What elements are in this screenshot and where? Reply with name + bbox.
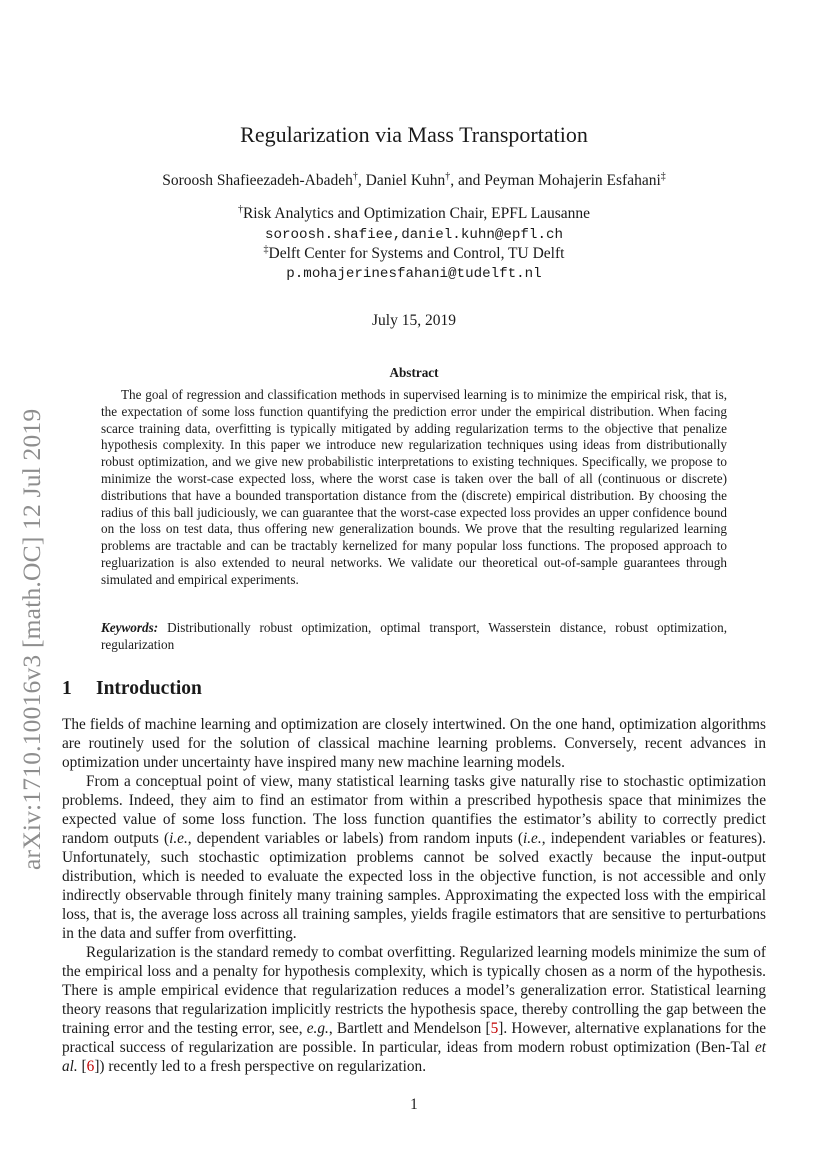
paper-date: July 15, 2019 [372, 312, 456, 329]
text-run: ]. However, alternative explanations for the practical success of regularization are possible. In particular, ideas from modern robust optimization (Ben-Tal [62, 1020, 767, 1056]
text-run: , Bartlett and Mendelson [ [328, 1020, 491, 1037]
paragraph [62, 772, 766, 943]
author-name: Soroosh Shafieezadeh-Abadeh [162, 172, 353, 189]
affiliation-name: Delft Center for Systems and Control, TU Delft [268, 245, 565, 262]
affiliation-mark: † [445, 171, 451, 182]
paragraph: The fields of machine learning and optimization are closely intertwined. On the one hand, optimization algorithms are routinely used for the solution of classical machine learning problems. Conversely, recent advances in optimization under uncertainty have inspired many new machine learning models. [62, 716, 766, 771]
affiliation-name: Risk Analytics and Optimization Chair, EPFL Lausanne [242, 205, 591, 222]
paragraph [62, 943, 766, 1076]
author-name: , and Peyman Mohajerin Esfahani [450, 172, 661, 189]
keywords-line [101, 620, 727, 654]
text-run: [ [77, 1058, 87, 1075]
citation-link[interactable]: 6 [86, 1058, 95, 1075]
affiliation-tudelft [0, 245, 828, 263]
text-run: ]) recently led to a fresh perspective on regularization. [94, 1058, 427, 1075]
affiliation-mark: † [352, 171, 358, 182]
section-heading-introduction [62, 678, 202, 700]
affiliation-mark: † [237, 204, 243, 215]
author-name: , Daniel Kuhn [357, 172, 446, 189]
text-run: From a conceptual point of view, many statistical learning tasks give naturally rise to stochastic optimization problems. Indeed, they aim to find an estimator from within a prescribed hypothesis space that minimizes the expected value of some loss function. The loss function quantifies the estimator’s ability to correctly predict random outputs ( [62, 773, 766, 847]
italic-text: i.e. [522, 830, 542, 847]
text-run: , independent variables or features). Unfortunately, such stochastic optimization problems cannot be solved exactly because the input-output distribution, which is needed to evaluate the expected loss in the objective function, is not accessible and only indirectly observable through finitely many training samples. Approximating the expected loss with the empirical loss, that is, the average loss across all training samples, yields fragile estimators that are sensitive to perturbations in the data and suffer from overfitting. [62, 830, 766, 942]
page-number: 1 [410, 1096, 418, 1113]
arxiv-identifier-stamp: arXiv:1710.10016v3 [math.OC] 12 Jul 2019 [17, 408, 46, 870]
affiliation-epfl [0, 205, 828, 223]
email-epfl: soroosh.shafiee,daniel.kuhn@epfl.ch [265, 227, 563, 243]
affiliation-mark: ‡ [263, 244, 269, 255]
abstract-heading: Abstract [389, 365, 439, 380]
text-run: , dependent variables or labels) from random inputs ( [187, 830, 523, 847]
italic-text: i.e. [169, 830, 188, 847]
introduction-body [62, 715, 766, 1076]
paper-title: Regularization via Mass Transportation [240, 122, 588, 147]
section-number: 1 [62, 678, 72, 699]
keywords-label: Keywords: [101, 620, 159, 635]
author-list [0, 172, 828, 190]
affiliation-mark: ‡ [660, 171, 666, 182]
email-tudelft: p.mohajerinesfahani@tudelft.nl [286, 266, 542, 282]
keywords-text: Distributionally robust optimization, optimal transport, Wasserstein distance, robust optimization, regularization [101, 620, 727, 652]
italic-text: et al. [62, 1039, 766, 1075]
citation-link[interactable]: 5 [490, 1020, 499, 1037]
text-run: Regularization is the standard remedy to combat overfitting. Regularized learning models minimize the sum of the empirical loss and a penalty for hypothesis complexity, which is typically chosen as a norm of the hypothesis. There is ample empirical evidence that regularization reduces a model’s generalization error. Statistical learning theory reasons that regularization implicitly restricts the hypothesis space, thereby controlling the gap between the training error and the testing error, see, [62, 944, 766, 1037]
section-title: Introduction [96, 678, 202, 699]
italic-text: e.g. [306, 1020, 329, 1037]
abstract-text: The goal of regression and classification methods in supervised learning is to minimize the empirical risk, that is, the expectation of some loss function quantifying the prediction error under the empirical distribution. When facing scarce training data, overfitting is typically mitigated by adding regularization terms to the objective that penalize hypothesis complexity. In this paper we introduce new regularization techniques using ideas from distributionally robust optimization, and we give new probabilistic interpretations to existing techniques. Specifically, we propose to minimize the worst-case expected loss, where the worst case is taken over the ball of all (continuous or discrete) distributions that have a bounded transportation distance from the (discrete) empirical distribution. By choosing the radius of this ball judiciously, we can guarantee that the worst-case expected loss provides an upper confidence bound on the loss on test data, thus offering new generalization bounds. We prove that the resulting regularized learning problems are tractable and can be tractably kernelized for many popular loss functions. The proposed approach to regluarization is also extended to neural networks. We validate our theoretical out-of-sample guarantees through simulated and empirical experiments. [101, 387, 727, 587]
